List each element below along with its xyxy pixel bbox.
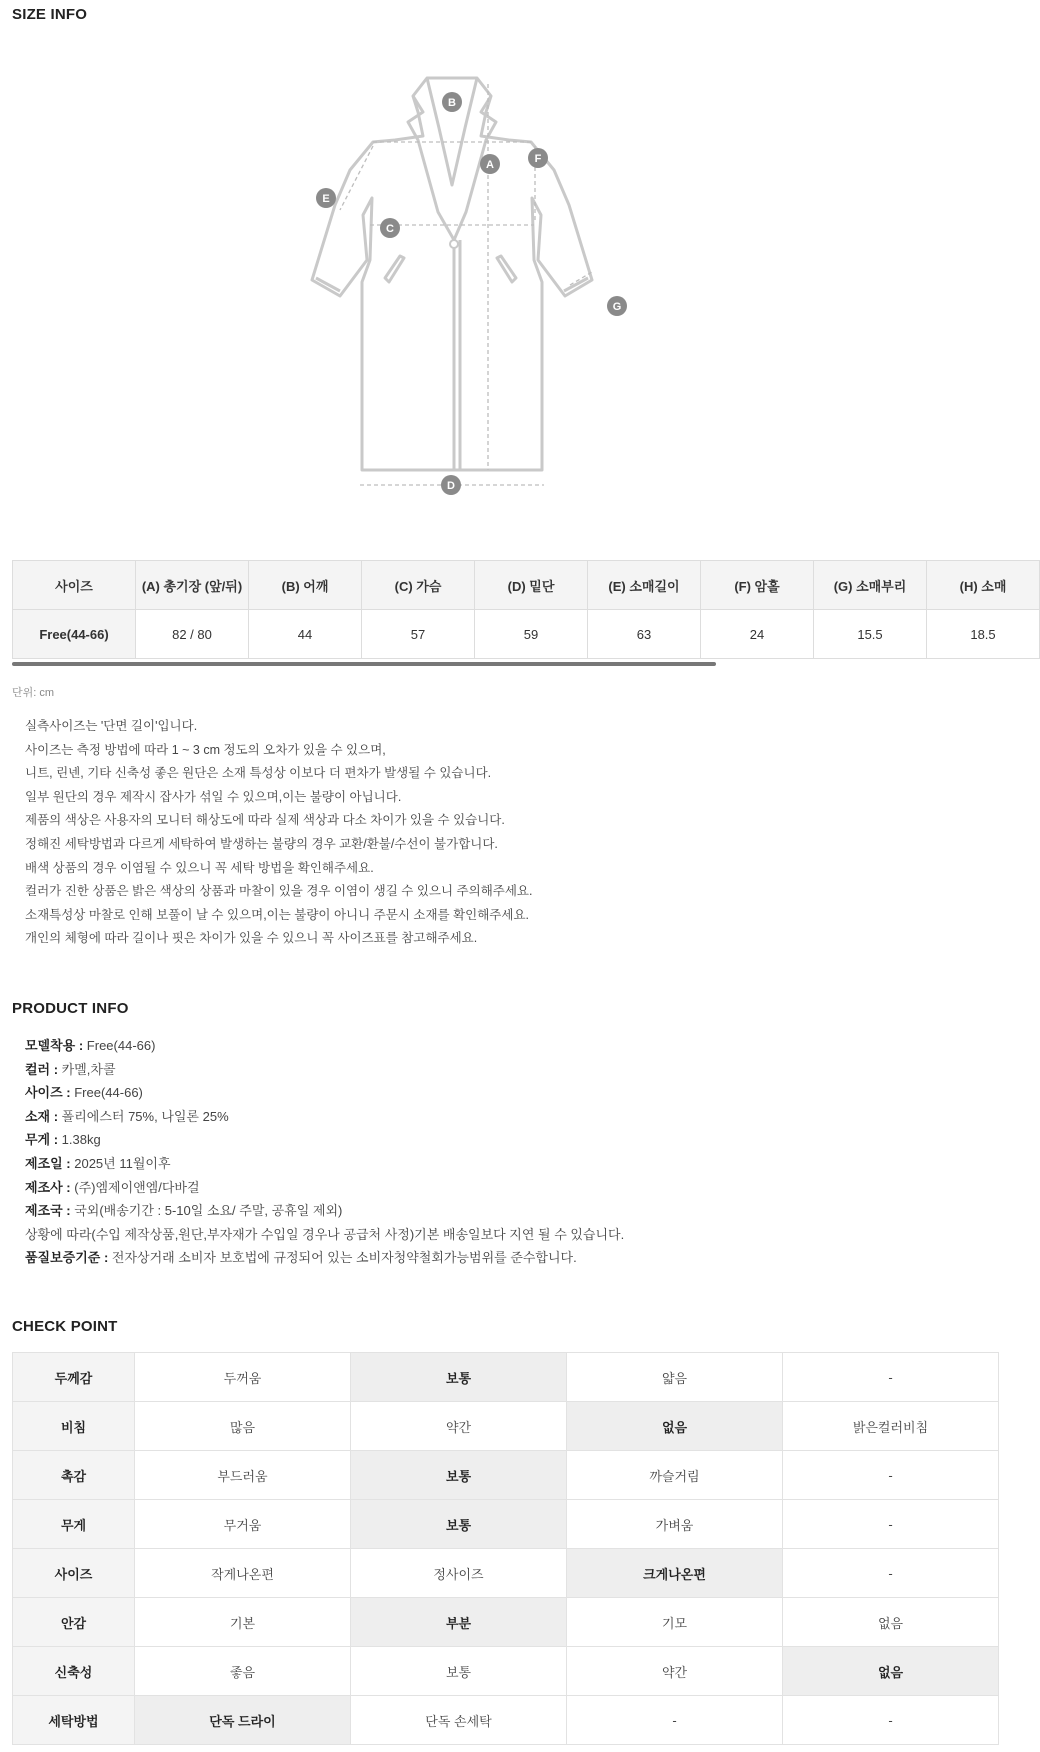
header-h: (H) 소매	[927, 561, 1040, 610]
note-item: 니트, 린넨, 기타 신축성 좋은 원단은 소재 특성상 이보다 더 편차가 발생될 수 있습니다.	[25, 766, 492, 781]
marker-c	[380, 218, 400, 238]
check-option: 많음	[135, 1402, 351, 1451]
marker-a	[480, 154, 500, 174]
check-option: 좋음	[135, 1647, 351, 1696]
product-info-label: 품질보증기준 :	[25, 1250, 109, 1266]
size-table-row	[13, 610, 1040, 659]
svg-text:D: D	[447, 480, 455, 492]
svg-text:E: E	[322, 193, 330, 205]
header-armhole: (F) 암홀	[701, 561, 814, 610]
check-option: 밝은컬러비침	[783, 1402, 999, 1451]
header-hem: (D) 밑단	[475, 561, 588, 610]
check-option: 약간	[567, 1647, 783, 1696]
unit-label: 단위: cm	[12, 687, 55, 699]
check-option: -	[783, 1696, 999, 1745]
check-option: 작게나온편	[135, 1549, 351, 1598]
check-row-label: 신축성	[13, 1647, 135, 1696]
product-info-item	[25, 1246, 624, 1270]
check-option: 얇음	[567, 1353, 783, 1402]
cell-shoulder: 44	[249, 610, 362, 659]
header-sleeve-length: (E) 소매길이	[588, 561, 701, 610]
check-option: 까슬거림	[567, 1451, 783, 1500]
check-option: 부드러움	[135, 1451, 351, 1500]
cell-length: 82 / 80	[136, 610, 249, 659]
cell-h: 18.5	[927, 610, 1040, 659]
product-info-item	[25, 1058, 624, 1082]
size-notes	[25, 715, 532, 951]
svg-text:G: G	[612, 301, 622, 313]
product-info-item	[25, 1081, 624, 1105]
product-info-item	[25, 1034, 624, 1058]
check-option: 기본	[135, 1598, 351, 1647]
marker-d	[441, 475, 461, 495]
product-info-item	[25, 1128, 624, 1152]
svg-text:C: C	[386, 223, 394, 235]
product-info-label: 소재 :	[25, 1108, 59, 1124]
check-option: 정사이즈	[351, 1549, 567, 1598]
check-option: 무거움	[135, 1500, 351, 1549]
check-row-label: 촉감	[13, 1451, 135, 1500]
product-info-item	[25, 1152, 624, 1176]
check-option-selected: 보통	[351, 1451, 567, 1500]
check-row	[13, 1451, 999, 1500]
product-info-value: 국외(배송기간 : 5-10일 소요/ 주말, 공휴일 제외)	[70, 1203, 343, 1219]
check-row-label: 두께감	[13, 1353, 135, 1402]
product-info-label: 모델착용 :	[25, 1038, 84, 1053]
note-item: 컬러가 진한 상품은 밝은 색상의 상품과 마찰이 있을 경우 이염이 생길 수 있으니 주의해주세요.	[25, 884, 533, 899]
product-info-label: 컬러 :	[25, 1061, 59, 1077]
check-row-label: 사이즈	[13, 1549, 135, 1598]
check-row-label: 세탁방법	[13, 1696, 135, 1745]
marker-g	[607, 296, 627, 316]
cell-sleeve-length: 63	[588, 610, 701, 659]
note-item: 소재특성상 마찰로 인해 보풀이 날 수 있으며,이는 불량이 아니니 주문시 소재를 확인해주세요.	[25, 907, 529, 922]
check-option: -	[783, 1500, 999, 1549]
header-chest: (C) 가슴	[362, 561, 475, 610]
note-item: 배색 상품의 경우 이염될 수 있으니 꼭 세탁 방법을 확인해주세요.	[25, 860, 374, 875]
size-info-title: SIZE INFO	[12, 6, 88, 23]
cell-sleeve-opening: 15.5	[814, 610, 927, 659]
product-info-value: 1.38kg	[58, 1132, 101, 1148]
cell-chest: 57	[362, 610, 475, 659]
note-item: 개인의 체형에 따라 길이나 핏은 차이가 있을 수 있으니 꼭 사이즈표를 참고해주세요.	[25, 931, 478, 946]
check-option: -	[567, 1696, 783, 1745]
marker-b	[442, 92, 462, 112]
check-option: 가벼움	[567, 1500, 783, 1549]
check-option-selected: 보통	[351, 1353, 567, 1402]
size-table-scroll[interactable]	[12, 560, 1007, 660]
check-option-selected: 없음	[567, 1402, 783, 1451]
svg-text:B: B	[448, 97, 456, 109]
marker-e	[316, 188, 336, 208]
check-option: 기모	[567, 1598, 783, 1647]
svg-text:F: F	[534, 153, 542, 165]
product-info-value: (주)엠제이앤엠/다바걸	[70, 1179, 200, 1195]
check-row	[13, 1402, 999, 1451]
cell-armhole: 24	[701, 610, 814, 659]
note-item: 일부 원단의 경우 제작시 잡사가 섞일 수 있으며,이는 불량이 아닙니다.	[25, 789, 402, 804]
product-info-value: 카멜,차콜	[58, 1061, 116, 1077]
check-row	[13, 1353, 999, 1402]
check-point-table	[12, 1352, 999, 1745]
check-row	[13, 1696, 999, 1745]
check-option: 없음	[783, 1598, 999, 1647]
check-option: 약간	[351, 1402, 567, 1451]
product-info-label: 제조사 :	[25, 1179, 71, 1195]
note-item: 정해진 세탁방법과 다르게 세탁하여 발생하는 불량의 경우 교환/환불/수선이 불가합니다.	[25, 836, 498, 851]
size-table-header	[13, 561, 1040, 610]
check-row-label: 비침	[13, 1402, 135, 1451]
check-point-section	[12, 1352, 998, 1745]
product-info-label: 제조국 :	[25, 1203, 71, 1219]
check-option: 단독 손세탁	[351, 1696, 567, 1745]
check-row	[13, 1549, 999, 1598]
svg-text:A: A	[486, 159, 494, 171]
check-option: 보통	[351, 1647, 567, 1696]
coat-size-diagram	[300, 60, 720, 510]
horizontal-scrollbar[interactable]	[12, 662, 716, 666]
product-info-title: PRODUCT INFO	[12, 1000, 129, 1017]
header-sleeve-opening: (G) 소매부리	[814, 561, 927, 610]
product-info-value: 폴리에스터 75%, 나일론 25%	[58, 1108, 229, 1124]
product-info-item	[25, 1176, 624, 1200]
product-info-label: 무게 :	[25, 1132, 59, 1148]
check-option-selected: 없음	[783, 1647, 999, 1696]
cell-size: Free(44-66)	[13, 610, 136, 659]
check-option: -	[783, 1353, 999, 1402]
check-option: 두꺼움	[135, 1353, 351, 1402]
check-row	[13, 1647, 999, 1696]
check-option: -	[783, 1451, 999, 1500]
header-shoulder: (B) 어깨	[249, 561, 362, 610]
cell-hem: 59	[475, 610, 588, 659]
note-item: 사이즈는 측정 방법에 따라 1 ~ 3 cm 정도의 오차가 있을 수 있으며,	[25, 742, 386, 757]
check-row	[13, 1598, 999, 1647]
product-info-value: 전자상거래 소비자 보호법에 규정되어 있는 소비자청약철회가능범위를 준수합니다.	[108, 1250, 577, 1266]
product-info-value: 2025년 11월이후	[70, 1155, 171, 1171]
product-info-value: Free(44-66)	[70, 1085, 143, 1101]
size-table	[12, 560, 1040, 659]
check-option-selected: 부분	[351, 1598, 567, 1647]
coat-outline-illustration	[300, 60, 720, 510]
check-option-selected: 단독 드라이	[135, 1696, 351, 1745]
check-option-selected: 크게나온편	[567, 1549, 783, 1598]
product-info-item	[25, 1223, 624, 1247]
check-row-label: 안감	[13, 1598, 135, 1647]
header-size: 사이즈	[13, 561, 136, 610]
product-info-item	[25, 1199, 624, 1223]
check-row	[13, 1500, 999, 1549]
check-row-label: 무게	[13, 1500, 135, 1549]
product-info-list	[25, 1034, 624, 1270]
product-info-label: 제조일 :	[25, 1155, 71, 1171]
check-point-title: CHECK POINT	[12, 1318, 118, 1335]
check-option: -	[783, 1549, 999, 1598]
product-info-item	[25, 1105, 624, 1129]
product-info-value: Free(44-66)	[83, 1038, 156, 1053]
header-length: (A) 총기장 (앞/뒤)	[136, 561, 249, 610]
product-info-value: 상황에 따라(수입 제작상품,원단,부자재가 수입일 경우나 공급처 사정)기본 배송일보다 지연 될 수 있습니다.	[25, 1226, 625, 1242]
check-option-selected: 보통	[351, 1500, 567, 1549]
marker-f	[528, 148, 548, 168]
note-item: 제품의 색상은 사용자의 모니터 해상도에 따라 실제 색상과 다소 차이가 있을 수 있습니다.	[25, 813, 505, 828]
note-item: 실측사이즈는 '단면 길이'입니다.	[25, 719, 198, 733]
product-info-label: 사이즈 :	[25, 1085, 71, 1101]
